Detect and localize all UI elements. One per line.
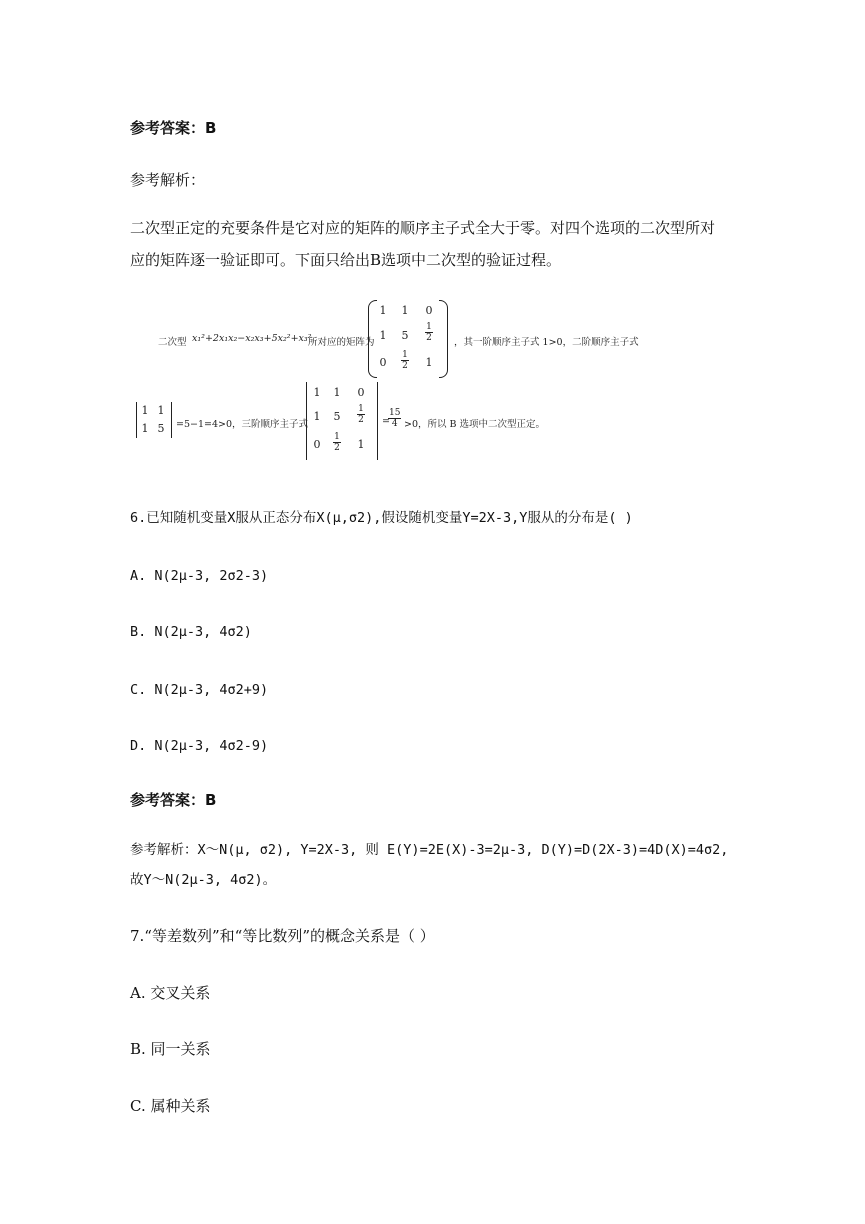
figure-row2-b: >0，所以 B 选项中二次型正定。	[404, 419, 546, 430]
q6-option-c: C. N(2μ-3, 4σ2+9)	[130, 682, 269, 698]
answer-line-1: 参考答案：B	[130, 119, 217, 137]
figure-row1-suffix: ，其一阶顺序主子式 1>0，二阶顺序主子式	[454, 337, 639, 348]
matrix-3x3-paren: 1 1 0 1 5 $\frac{1}{2}$ 0 $\frac{1}{2}$ 1	[368, 300, 448, 378]
q6-analysis-line-1: 参考解析：X～N(μ, σ2), Y=2X-3, 则 E(Y)=2E(X)-3=2μ-3, D(Y)=D(2X-3)=4D(X)=4σ2,	[130, 842, 729, 858]
q6-answer: 参考答案：B	[130, 791, 217, 809]
figure-row1-mid: 所对应的矩阵为	[308, 337, 375, 348]
figure-row1-prefix: 二次型	[158, 337, 187, 348]
q7-option-c: C. 属种关系	[130, 1097, 211, 1115]
q6-question: 6.已知随机变量X服从正态分布X(μ,σ2),假设随机变量Y=2X-3,Y服从的分布是( )	[130, 510, 633, 526]
analysis-label-1: 参考解析：	[130, 171, 206, 189]
figure-row1-formula: x₁²+2x₁x₂−x₂x₃+5x₂²+x₃²	[192, 333, 312, 344]
figure-row2-a: =5−1=4>0，三阶顺序主子式	[176, 419, 309, 430]
q6-option-b: B. N(2μ-3, 4σ2)	[130, 624, 252, 640]
q7-option-b: B. 同一关系	[130, 1040, 211, 1058]
q6-option-d: D. N(2μ-3, 4σ2-9)	[130, 738, 269, 754]
q7-option-a: A. 交叉关系	[130, 984, 211, 1002]
q7-question: 7.“等差数列”和“等比数列”的概念关系是（ ）	[130, 927, 435, 945]
q6-option-a: A. N(2μ-3, 2σ2-3)	[130, 568, 269, 584]
matrix-3x3-det: 1 1 0 1 5 $\frac{1}{2}$ 0 $\frac{1}{2}$ 1	[306, 382, 378, 460]
q6-analysis-line-2: 故Y～N(2μ-3, 4σ2)。	[130, 872, 277, 888]
analysis-paragraph-line-1: 二次型正定的充要条件是它对应的矩阵的顺序主子式全大于零。对四个选项的二次型所对	[130, 219, 716, 237]
analysis-paragraph-line-2: 应的矩阵逐一验证即可。下面只给出B选项中二次型的验证过程。	[130, 251, 562, 269]
verification-figure: 二次型 x₁²+2x₁x₂−x₂x₃+5x₂²+x₃² 所对应的矩阵为 1 1 0 1 5 $\frac{1}{2}$ 0 $\frac{1}{2}$ 1 ，其一阶顺序主子式 1>0，二阶顺序主子式 1 1 1 5 =5−1=4>0，三阶顺序主子式 1 1 0 1 5 $\frac{1}{2}$ 0 $\frac{1}{2}$ 1 = $\frac{15}{4}$ >0，所以 B 选项中二次型正定。	[130, 298, 690, 468]
matrix-2x2-det: 1 1 1 5	[136, 402, 172, 438]
fraction-15-4: $\frac{15}{4}$	[389, 408, 401, 429]
